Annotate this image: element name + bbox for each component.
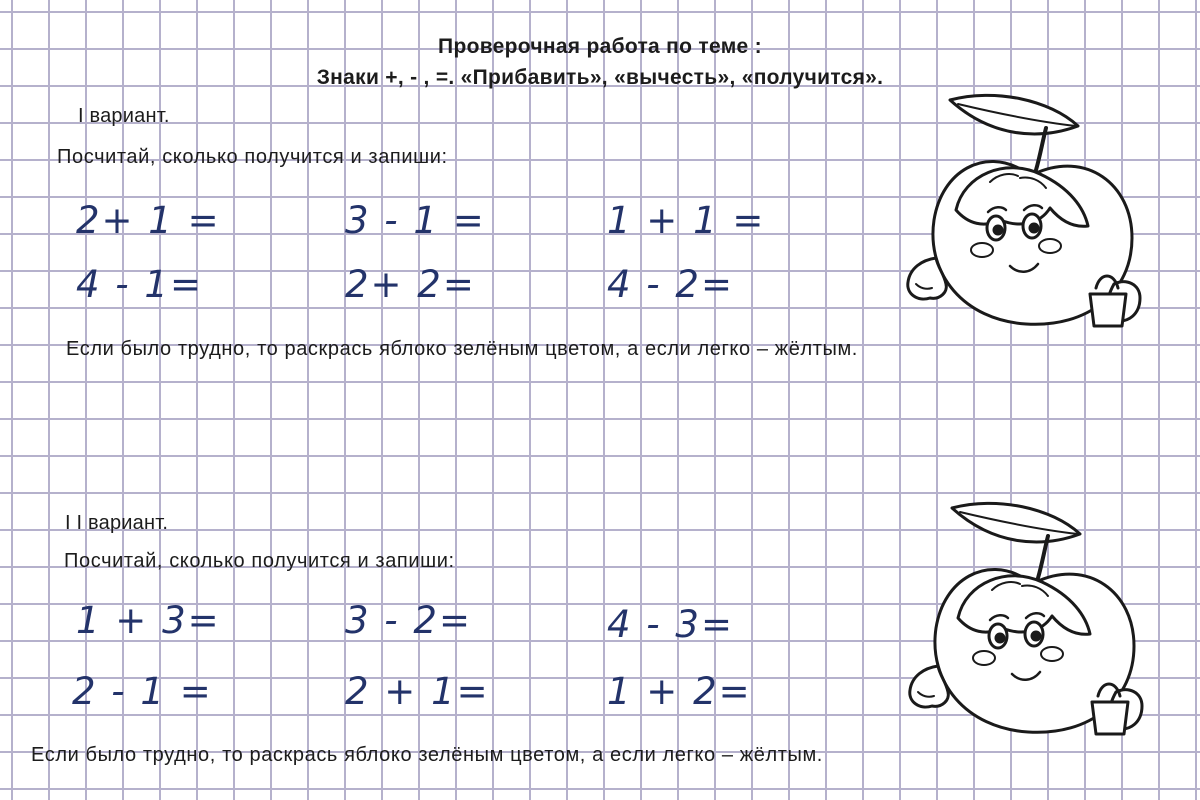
equation: 3 - 2= [345, 599, 472, 642]
variant-2-label: I I вариант. [65, 512, 169, 534]
page-title: Проверочная работа по теме : [438, 35, 762, 58]
variant-2-footer: Если было трудно, то раскрась яблоко зелёным цветом, а если легко – жёлтым. [31, 744, 823, 766]
variant-2-instruction: Посчитай, сколько получится и запиши: [64, 550, 455, 572]
equation: 2 - 1 = [72, 670, 213, 713]
equation: 4 - 2= [607, 263, 734, 306]
variant-1-label: I вариант. [78, 105, 170, 127]
equation: 2+ 1 = [76, 199, 221, 242]
apple-character-icon [902, 496, 1162, 746]
equation: 2 + 1= [345, 670, 490, 713]
variant-1-instruction: Посчитай, сколько получится и запиши: [57, 146, 448, 168]
equation: 3 - 1 = [345, 199, 486, 242]
equation: 2+ 2= [345, 263, 476, 306]
equation: 4 - 1= [76, 263, 203, 306]
equation: 4 - 3= [607, 603, 734, 646]
page-subtitle: Знаки +, - , =. «Прибавить», «вычесть», «получится». [316, 66, 884, 89]
equation: 1 + 1 = [607, 199, 766, 242]
apple-character-icon [900, 88, 1160, 338]
variant-1-footer: Если было трудно, то раскрась яблоко зелёным цветом, а если легко – жёлтым. [66, 338, 858, 360]
equation: 1 + 3= [76, 599, 221, 642]
equation: 1 + 2= [607, 670, 752, 713]
